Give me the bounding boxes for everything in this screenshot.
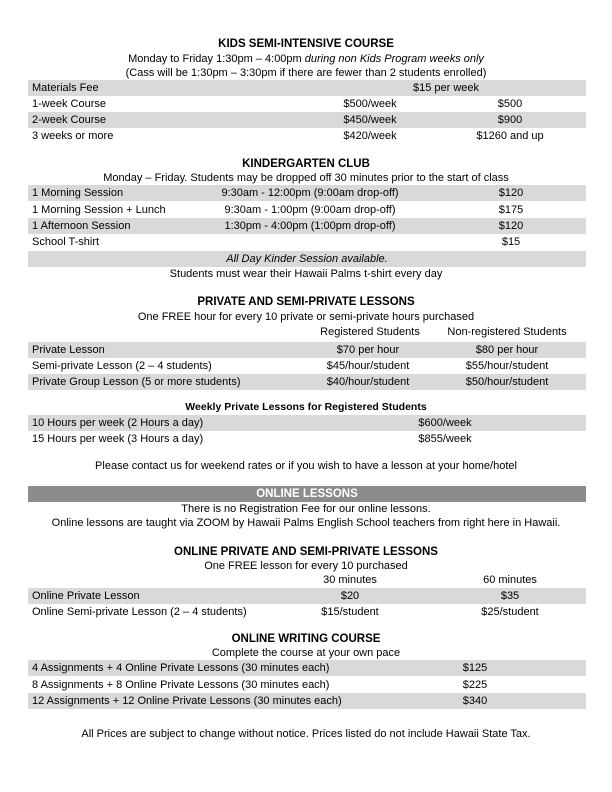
kids-row — [28, 112, 586, 128]
row-total-price: $900 — [497, 114, 523, 126]
col-header-registered: Registered Students — [320, 326, 420, 338]
row-price: $15 per week — [412, 82, 480, 94]
private-row — [28, 374, 586, 390]
row-label: Online Semi-private Lesson (2 – 4 students) — [32, 606, 247, 618]
private-subtitle: One FREE hour for every 10 private or semi-private hours purchased — [137, 311, 475, 323]
row-time: 1:30pm - 4:00pm (1:00pm drop-off) — [224, 220, 396, 232]
private-title: PRIVATE AND SEMI-PRIVATE LESSONS — [197, 296, 415, 308]
private-row — [28, 342, 586, 358]
row-label: 12 Assignments + 12 Online Private Lessons (30 minutes each) — [32, 695, 342, 707]
kinder-title: KINDERGARTEN CLUB — [242, 158, 370, 170]
kinder-all-day-note: All Day Kinder Session available. — [28, 251, 586, 267]
online-private-subtitle: One FREE lesson for every 10 purchased — [204, 560, 408, 572]
online-zoom-note: Online lessons are taught via ZOOM by Hawaii Palms English School teachers from right here in Hawaii. — [51, 517, 561, 529]
kids-schedule-line — [0, 53, 612, 65]
row-price: $120 — [498, 220, 524, 232]
row-label: Online Private Lesson — [32, 590, 140, 602]
kinder-row — [28, 185, 586, 201]
row-label: 1 Morning Session — [32, 187, 124, 199]
online-lessons-band: ONLINE LESSONS — [28, 486, 586, 502]
row-label: Private Lesson — [32, 344, 105, 356]
row-label: 4 Assignments + 4 Online Private Lessons (30 minutes each) — [32, 662, 330, 674]
footer-disclaimer: All Prices are subject to change without notice. Prices listed do not include Hawaii State Tax. — [81, 728, 531, 740]
row-label: 1 Afternoon Session — [32, 220, 131, 232]
writing-course-title: ONLINE WRITING COURSE — [231, 633, 381, 645]
row-label: 1 Morning Session + Lunch — [32, 204, 166, 216]
row-label: 3 weeks or more — [32, 130, 114, 142]
online-private-title: ONLINE PRIVATE AND SEMI-PRIVATE LESSONS — [174, 546, 438, 558]
row-total-price: $1260 and up — [476, 130, 544, 142]
row-label: 10 Hours per week (2 Hours a day) — [32, 417, 204, 429]
kinder-row — [28, 234, 586, 250]
row-total-price: $500 — [497, 98, 523, 110]
row-label: 8 Assignments + 8 Online Private Lessons (30 minutes each) — [32, 679, 330, 691]
kids-schedule-note: during non Kids Program weeks only — [304, 53, 484, 65]
kids-schedule-hours: Monday to Friday 1:30pm – 4:00pm — [128, 53, 305, 65]
row-weekly-price: $500/week — [343, 98, 397, 110]
weekly-private-row — [28, 431, 586, 447]
row-label: Private Group Lesson (5 or more students) — [32, 376, 241, 388]
row-registered-price: $70 per hour — [336, 344, 400, 356]
row-label: 1-week Course — [32, 98, 106, 110]
kinder-row — [28, 202, 586, 218]
row-registered-price: $45/hour/student — [326, 360, 410, 372]
row-nonregistered-price: $55/hour/student — [465, 360, 549, 372]
row-label: 2-week Course — [32, 114, 106, 126]
row-nonregistered-price: $80 per hour — [475, 344, 539, 356]
row-label: Semi-private Lesson (2 – 4 students) — [32, 360, 212, 372]
row-30-price: $15/student — [321, 606, 379, 618]
row-price: $120 — [498, 187, 524, 199]
row-label: School T-shirt — [32, 236, 100, 248]
kids-row — [28, 128, 586, 144]
row-price: $175 — [498, 204, 524, 216]
row-price: $855/week — [418, 433, 472, 445]
online-private-row — [28, 588, 586, 604]
contact-note: Please contact us for weekend rates or if you wish to have a lesson at your home/hotel — [95, 460, 517, 472]
row-weekly-price: $450/week — [343, 114, 397, 126]
col-header-nonregistered: Non-registered Students — [447, 326, 567, 338]
weekly-private-title: Weekly Private Lessons for Registered Students — [185, 401, 427, 413]
writing-row — [28, 693, 586, 709]
row-label: 15 Hours per week (3 Hours a day) — [32, 433, 204, 445]
kinder-tshirt-note: Students must wear their Hawaii Palms t-shirt every day — [169, 268, 443, 280]
kinder-subtitle: Monday – Friday. Students may be dropped off 30 minutes prior to the start of class — [103, 172, 509, 184]
writing-row — [28, 677, 586, 693]
row-time: 9:30am - 1:00pm (9:00am drop-off) — [224, 204, 396, 216]
online-private-row — [28, 604, 586, 620]
row-label: Materials Fee — [32, 82, 99, 94]
row-60-price: $25/student — [481, 606, 539, 618]
col-header-60-minutes: 60 minutes — [483, 574, 537, 586]
row-price: $600/week — [418, 417, 472, 429]
private-row — [28, 358, 586, 374]
kinder-row — [28, 218, 586, 234]
row-price: $15 — [501, 236, 521, 248]
row-time: 9:30am - 12:00pm (9:00am drop-off) — [221, 187, 399, 199]
weekly-private-row — [28, 415, 586, 431]
col-header-30-minutes: 30 minutes — [323, 574, 377, 586]
kids-row — [28, 96, 586, 112]
online-no-fee-note: There is no Registration Fee for our online lessons. — [181, 503, 431, 515]
row-weekly-price: $420/week — [343, 130, 397, 142]
writing-course-subtitle: Complete the course at your own pace — [211, 647, 401, 659]
row-30-price: $20 — [340, 590, 360, 602]
kids-materials-row — [28, 80, 586, 96]
row-price: $225 — [462, 679, 488, 691]
row-60-price: $35 — [500, 590, 520, 602]
kids-course-title: KIDS SEMI-INTENSIVE COURSE — [218, 38, 394, 50]
kids-schedule-note-2: (Cass will be 1:30pm – 3:30pm if there are fewer than 2 students enrolled) — [125, 67, 487, 79]
writing-row — [28, 660, 586, 676]
row-registered-price: $40/hour/student — [326, 376, 410, 388]
row-price: $340 — [462, 695, 488, 707]
row-nonregistered-price: $50/hour/student — [465, 376, 549, 388]
row-price: $125 — [462, 662, 488, 674]
